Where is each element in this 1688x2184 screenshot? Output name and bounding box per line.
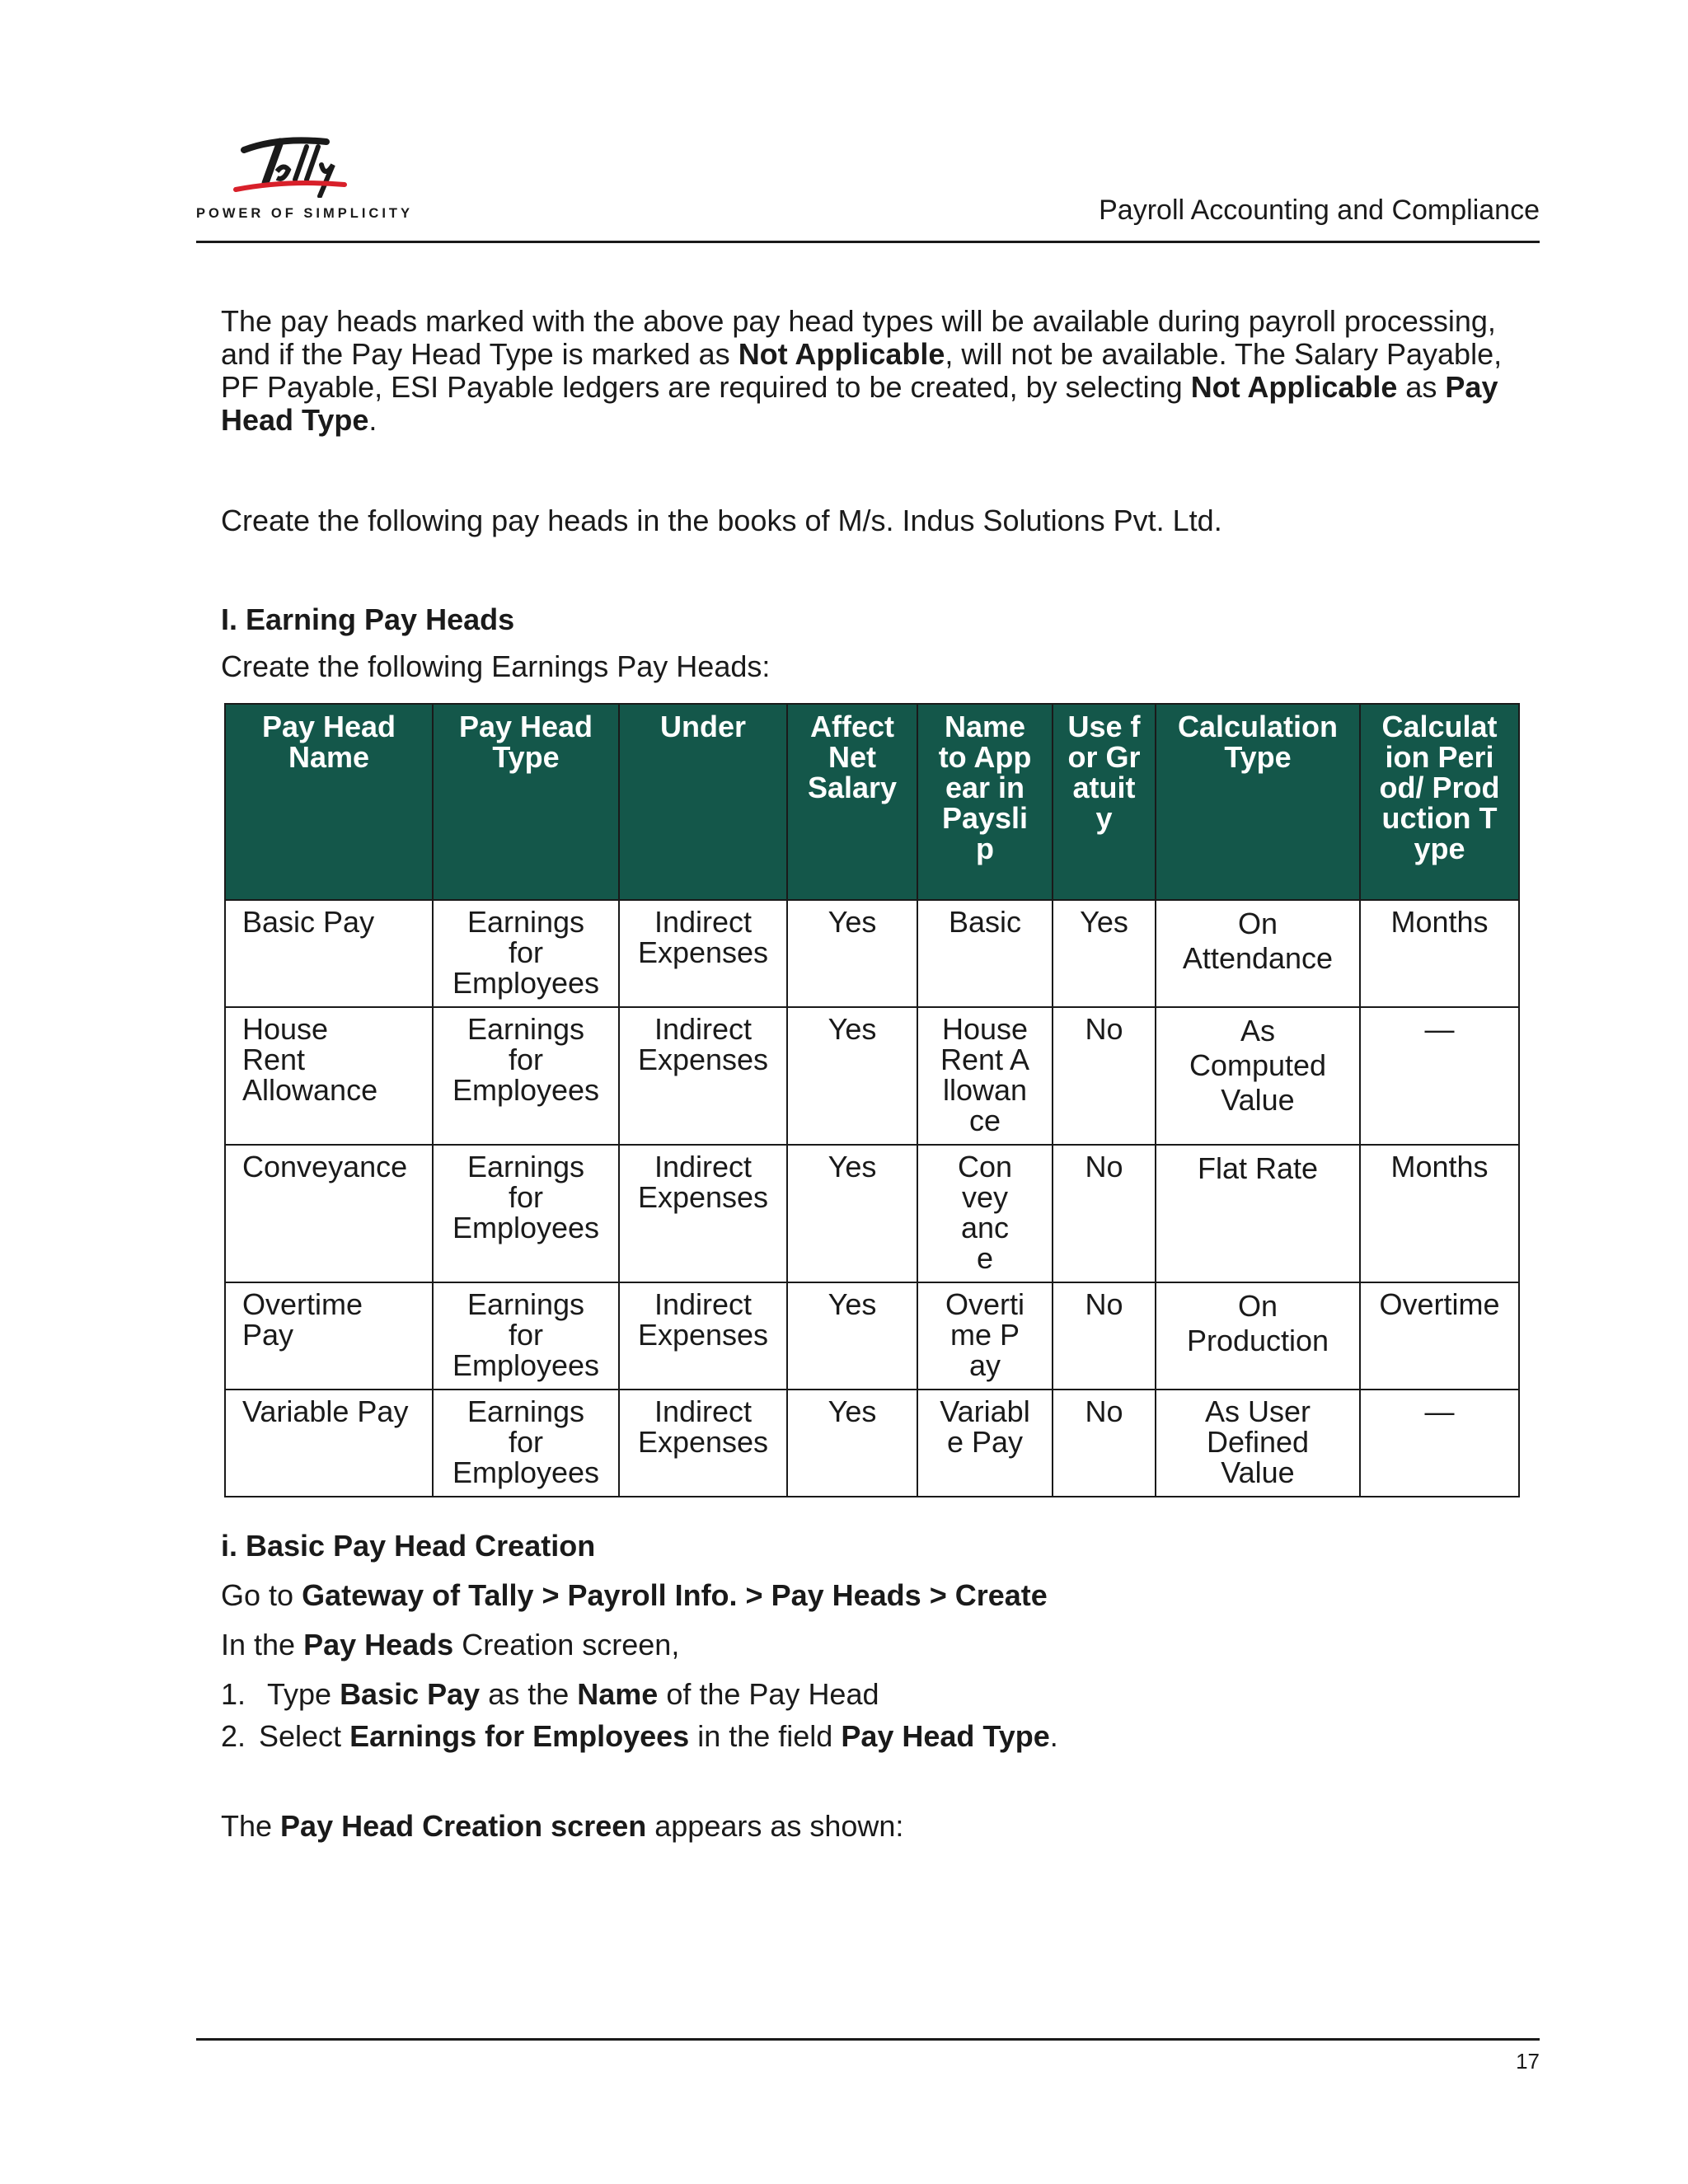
cell-under: Indirect Expenses bbox=[619, 1145, 787, 1282]
in-suffix: Creation screen, bbox=[453, 1628, 680, 1661]
cell-affect-net-salary: Yes bbox=[787, 1145, 917, 1282]
cell-name-in-payslip: House Rent Allowance bbox=[917, 1007, 1053, 1145]
table-header-row bbox=[225, 704, 1519, 900]
header-rule bbox=[196, 241, 1540, 243]
cell-affect-net-salary: Yes bbox=[787, 1390, 917, 1497]
screen-appears-text: The Pay Head Creation screen appears as shown: bbox=[221, 1809, 904, 1843]
cell-calculation-period: — bbox=[1360, 1007, 1519, 1145]
cell-calculation-type: Flat Rate bbox=[1156, 1145, 1360, 1282]
tally-logo-mark bbox=[229, 132, 353, 198]
cell-name-in-payslip: Overtime Pay bbox=[917, 1282, 1053, 1390]
cell-calculation-type: On Production bbox=[1156, 1282, 1360, 1390]
menu-path: Gateway of Tally > Payroll Info. > Pay Heads > Create bbox=[302, 1578, 1048, 1612]
col-header-under: Under bbox=[619, 704, 787, 900]
step-number: 1. bbox=[221, 1677, 246, 1711]
table-row bbox=[225, 900, 1519, 1007]
section-subtext: Create the following Earnings Pay Heads: bbox=[221, 649, 771, 683]
screen-instruction bbox=[221, 1629, 1523, 1661]
intro-bold-3: Pay Head Type bbox=[221, 370, 1498, 437]
cell-pay-head-name: Basic Pay bbox=[225, 900, 433, 1007]
table-row bbox=[225, 1390, 1519, 1497]
cell-pay-head-type: Earnings for Employees bbox=[433, 1282, 619, 1390]
intro-paragraph bbox=[221, 305, 1523, 437]
cell-use-for-gratuity: No bbox=[1053, 1282, 1156, 1390]
in-bold: Pay Heads bbox=[303, 1628, 454, 1661]
col-header-name-in-payslip: Name to Appear in Payslip bbox=[917, 704, 1053, 900]
cell-under: Indirect Expenses bbox=[619, 900, 787, 1007]
cell-pay-head-name: House Rent Allowance bbox=[225, 1007, 433, 1145]
list-item: 2. Select Earnings for Employees in the field Pay Head Type. bbox=[221, 1719, 1058, 1753]
cell-pay-head-name: Conveyance bbox=[225, 1145, 433, 1282]
cell-pay-head-type: Earnings for Employees bbox=[433, 1390, 619, 1497]
cell-calculation-period: Months bbox=[1360, 900, 1519, 1007]
cell-calculation-period: Months bbox=[1360, 1145, 1519, 1282]
intro-text-1: The pay heads marked with the above pay head types will be available during payroll processing, and if the Pay Head Type is marked as bbox=[221, 304, 1496, 371]
cell-use-for-gratuity: No bbox=[1053, 1390, 1156, 1497]
footer-rule bbox=[196, 2038, 1540, 2041]
col-header-pay-head-name: Pay Head Name bbox=[225, 704, 433, 900]
intro-text-4: . bbox=[368, 403, 377, 437]
intro-bold-2: Not Applicable bbox=[1190, 370, 1398, 404]
cell-affect-net-salary: Yes bbox=[787, 1007, 917, 1145]
cell-calculation-period: — bbox=[1360, 1390, 1519, 1497]
running-head: Payroll Accounting and Compliance bbox=[1099, 194, 1540, 226]
section-heading: I. Earning Pay Heads bbox=[221, 602, 515, 636]
table-row bbox=[225, 1282, 1519, 1390]
in-prefix: In the bbox=[221, 1628, 304, 1661]
table-row bbox=[225, 1007, 1519, 1145]
create-instruction: Create the following pay heads in the books of M/s. Indus Solutions Pvt. Ltd. bbox=[221, 504, 1222, 537]
cell-under: Indirect Expenses bbox=[619, 1007, 787, 1145]
cell-use-for-gratuity: No bbox=[1053, 1145, 1156, 1282]
cell-name-in-payslip: Variable Pay bbox=[917, 1390, 1053, 1497]
step-number: 2. bbox=[221, 1719, 246, 1753]
cell-affect-net-salary: Yes bbox=[787, 900, 917, 1007]
goto-instruction bbox=[221, 1579, 1523, 1612]
cell-use-for-gratuity: No bbox=[1053, 1007, 1156, 1145]
cell-calculation-type: On Attendance bbox=[1156, 900, 1360, 1007]
cell-under: Indirect Expenses bbox=[619, 1282, 787, 1390]
steps-list bbox=[221, 1678, 1523, 1762]
cell-calculation-type: As Computed Value bbox=[1156, 1007, 1360, 1145]
intro-text-3: as bbox=[1397, 370, 1446, 404]
creation-heading: i. Basic Pay Head Creation bbox=[221, 1529, 596, 1563]
cell-pay-head-name: Variable Pay bbox=[225, 1390, 433, 1497]
cell-name-in-payslip: Conveyance bbox=[917, 1145, 1053, 1282]
col-header-calculation-type: Calculation Type bbox=[1156, 704, 1360, 900]
cell-calculation-period: Overtime bbox=[1360, 1282, 1519, 1390]
tally-logo bbox=[196, 132, 414, 231]
table-row bbox=[225, 1145, 1519, 1282]
intro-text-2: , will not be available. The Salary Payable, PF Payable, ESI Payable ledgers are required to be created, by selecting bbox=[221, 337, 1503, 404]
cell-pay-head-type: Earnings for Employees bbox=[433, 1007, 619, 1145]
col-header-affect-net-salary: Affect Net Salary bbox=[787, 704, 917, 900]
cell-pay-head-type: Earnings for Employees bbox=[433, 900, 619, 1007]
page-number: 17 bbox=[1516, 2049, 1540, 2074]
cell-pay-head-type: Earnings for Employees bbox=[433, 1145, 619, 1282]
cell-pay-head-name: Overtime Pay bbox=[225, 1282, 433, 1390]
col-header-use-for-gratuity: Use for Gratuity bbox=[1053, 704, 1156, 900]
col-header-calculation-period: Calculation Period/ Production Type bbox=[1360, 704, 1519, 900]
intro-bold-1: Not Applicable bbox=[738, 337, 945, 371]
goto-prefix: Go to bbox=[221, 1578, 302, 1612]
cell-under: Indirect Expenses bbox=[619, 1390, 787, 1497]
logo-tagline: POWER OF SIMPLICITY bbox=[196, 206, 414, 221]
earning-pay-heads-table bbox=[224, 703, 1520, 1497]
col-header-pay-head-type: Pay Head Type bbox=[433, 704, 619, 900]
cell-calculation-type: As User Defined Value bbox=[1156, 1390, 1360, 1497]
cell-name-in-payslip: Basic bbox=[917, 900, 1053, 1007]
list-item: 1. Type Basic Pay as the Name of the Pay Head bbox=[221, 1677, 879, 1711]
cell-use-for-gratuity: Yes bbox=[1053, 900, 1156, 1007]
cell-affect-net-salary: Yes bbox=[787, 1282, 917, 1390]
